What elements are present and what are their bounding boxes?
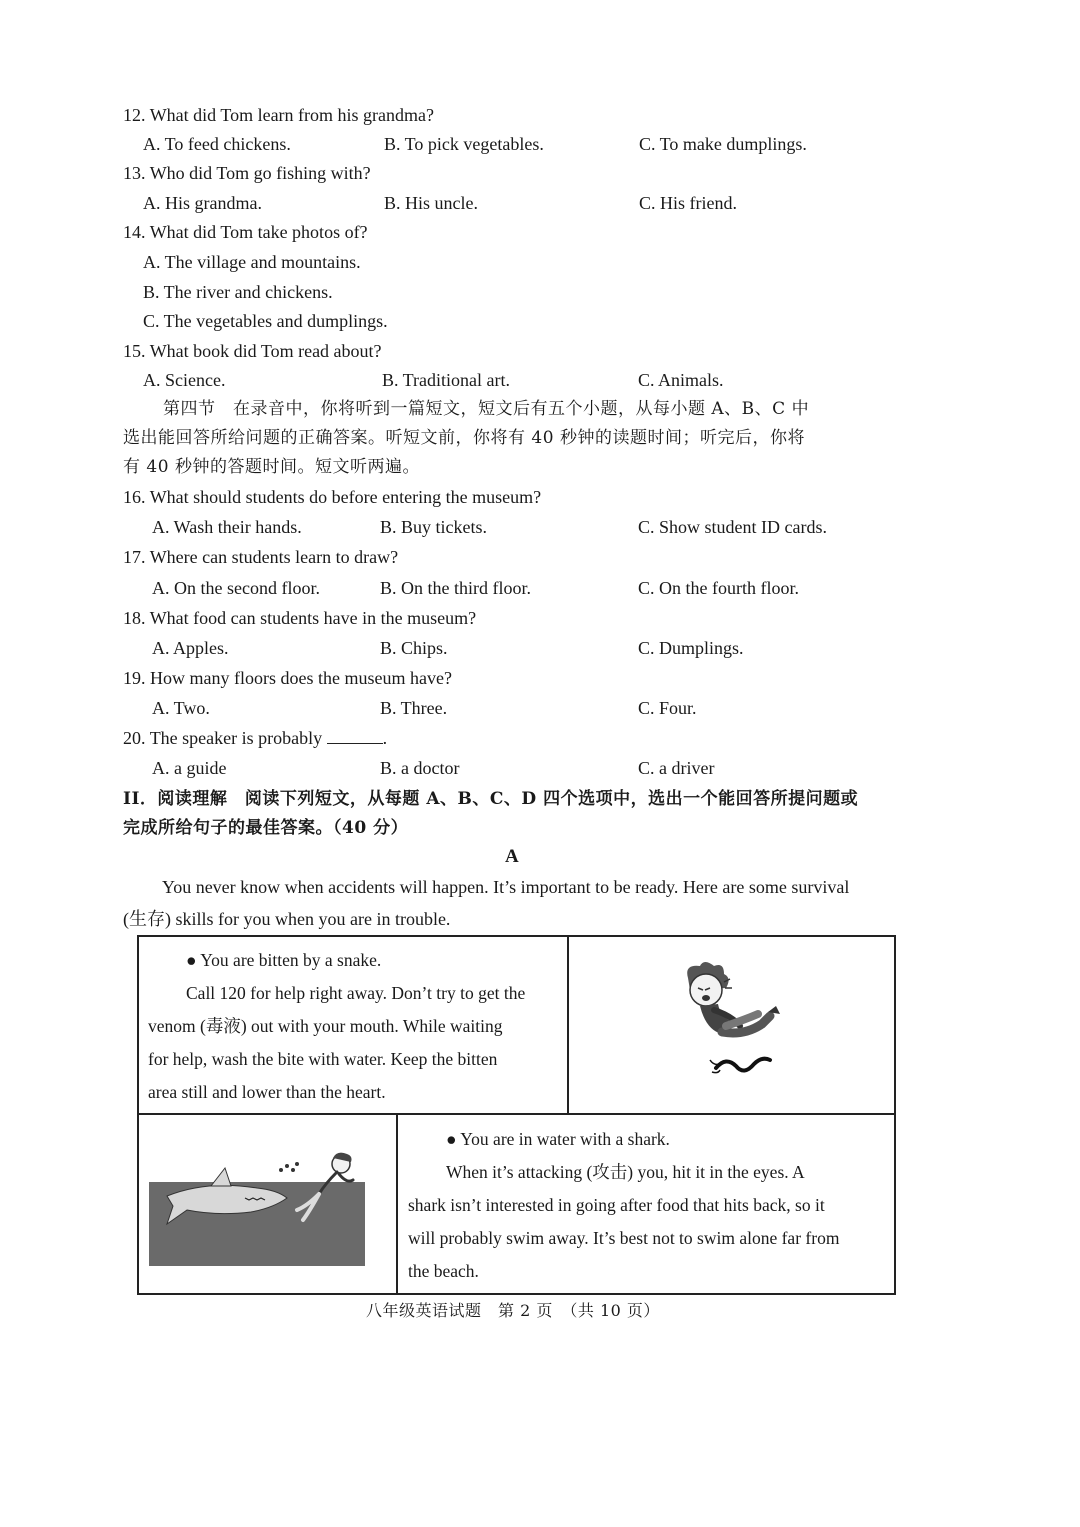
option-16c[interactable]: C. Show student ID cards.: [638, 517, 827, 537]
option-18a[interactable]: A. Apples.: [152, 638, 229, 658]
option-20a[interactable]: A. a guide: [152, 758, 227, 778]
part2-heading-line2: 完成所给句子的最佳答案。（40 分）: [123, 818, 409, 838]
option-15c[interactable]: C. Animals.: [638, 370, 724, 390]
snake-tip-line: venom (毒液) out with your mouth. While waiting: [148, 1016, 503, 1036]
boy-mouth: [702, 995, 710, 1001]
snake-tip-line: area still and lower than the heart.: [148, 1082, 386, 1102]
option-18b[interactable]: B. Chips.: [380, 638, 448, 658]
shark-tip-cell: [408, 1123, 890, 1288]
question-13: 13. Who did Tom go fishing with?: [123, 163, 371, 183]
section4-instruction-line1: 第四节 在录音中，你将听到一篇短文，短文后有五个小题，从每小题 A、B、C 中: [163, 399, 810, 419]
part2-heading-line1: II．阅读理解 阅读下列短文，从每题 A、B、C、D 四个选项中，选出一个能回答所提问题或: [123, 789, 859, 809]
bubble: [279, 1168, 283, 1172]
question-12: 12. What did Tom learn from his grandma?: [123, 105, 435, 125]
section4-instruction-line2: 选出能回答所给问题的正确答案。听短文前，你将有 40 秒钟的读题时间；听完后，你将: [123, 428, 805, 448]
option-14a[interactable]: A. The village and mountains.: [143, 252, 361, 272]
option-19c[interactable]: C. Four.: [638, 698, 697, 718]
question-16: 16. What should students do before entering the museum?: [123, 487, 542, 507]
option-19a[interactable]: A. Two.: [152, 698, 210, 718]
option-13c[interactable]: C. His friend.: [639, 193, 737, 213]
shark-tip-line: the beach.: [408, 1261, 479, 1281]
passage-intro-line1: You never know when accidents will happen. It’s important to be ready. Here are some survival: [162, 877, 850, 897]
option-17c[interactable]: C. On the fourth floor.: [638, 578, 799, 598]
snake-icon: [716, 1059, 770, 1071]
question-15: 15. What book did Tom read about?: [123, 341, 382, 361]
option-13a[interactable]: A. His grandma.: [143, 193, 262, 213]
shark-attack-illustration: [147, 1150, 369, 1268]
option-20c[interactable]: C. a driver: [638, 758, 715, 778]
question-17: 17. Where can students learn to draw?: [123, 547, 399, 567]
snake-tip-cell: [148, 944, 563, 1109]
option-15b[interactable]: B. Traditional art.: [382, 370, 511, 390]
option-12c[interactable]: C. To make dumplings.: [639, 134, 807, 154]
bubble: [291, 1168, 295, 1172]
option-14b[interactable]: B. The river and chickens.: [143, 282, 333, 302]
snake-bite-illustration: [670, 960, 790, 1085]
option-14c[interactable]: C. The vegetables and dumplings.: [143, 311, 388, 331]
table-row-divider: [137, 1113, 896, 1115]
shark-tip-line: shark isn’t interested in going after food that hits back, so it: [408, 1195, 825, 1215]
option-19b[interactable]: B. Three.: [380, 698, 448, 718]
option-16b[interactable]: B. Buy tickets.: [380, 517, 487, 537]
snake-tip-line: Call 120 for help right away. Don’t try to get the: [186, 983, 526, 1003]
option-13b[interactable]: B. His uncle.: [384, 193, 478, 213]
question-14: 14. What did Tom take photos of?: [123, 222, 368, 242]
option-17b[interactable]: B. On the third floor.: [380, 578, 531, 598]
page-footer: 八年级英语试题 第 2 页 （共 10 页）: [366, 1301, 660, 1320]
shark-tip-line: When it’s attacking (攻击) you, hit it in the eyes. A: [446, 1162, 805, 1182]
table-col-divider-top: [567, 935, 569, 1114]
section4-instruction-line3: 有 40 秒钟的答题时间。短文听两遍。: [123, 457, 420, 477]
option-17a[interactable]: A. On the second floor.: [152, 578, 320, 598]
option-20b[interactable]: B. a doctor: [380, 758, 460, 778]
option-18c[interactable]: C. Dumplings.: [638, 638, 744, 658]
shark-tip-heading: ● You are in water with a shark.: [446, 1129, 670, 1149]
passage-letter: A: [505, 846, 519, 867]
question-19: 19. How many floors does the museum have?: [123, 668, 452, 688]
option-12a[interactable]: A. To feed chickens.: [143, 134, 291, 154]
bubble: [285, 1164, 289, 1168]
shark-tip-line: will probably swim away. It’s best not to swim alone far from: [408, 1228, 840, 1248]
answer-blank[interactable]: [327, 729, 383, 744]
table-col-divider-bottom: [396, 1114, 398, 1294]
option-16a[interactable]: A. Wash their hands.: [152, 517, 302, 537]
option-15a[interactable]: A. Science.: [143, 370, 226, 390]
option-12b[interactable]: B. To pick vegetables.: [384, 134, 544, 154]
snake-tip-line: for help, wash the bite with water. Keep the bitten: [148, 1049, 498, 1069]
bubble: [295, 1162, 299, 1166]
question-20: 20. The speaker is probably .: [123, 728, 388, 748]
shark-fin: [211, 1168, 231, 1186]
passage-intro-line2: (生存) skills for you when you are in trouble.: [123, 909, 451, 929]
question-18: 18. What food can students have in the museum?: [123, 608, 477, 628]
snake-tip-heading: ● You are bitten by a snake.: [186, 950, 382, 970]
